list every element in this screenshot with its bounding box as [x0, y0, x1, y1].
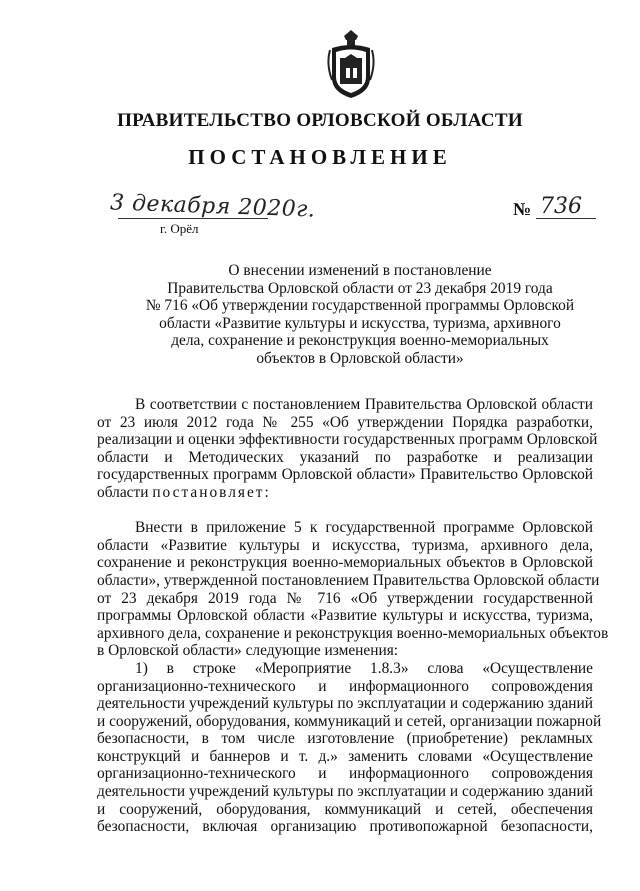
document-subject — [120, 262, 600, 368]
paragraph-amendment — [97, 519, 609, 660]
text-line: организационно-технического и информационного сопровождения — [97, 765, 593, 783]
text-line: и сооружений, оборудования, коммуникаций и сетей, организации пожарной — [97, 712, 602, 730]
paragraph-preamble — [97, 396, 598, 502]
text-line: области и Методических указаний по разработке и реализации — [97, 448, 593, 466]
text-line: безопасности, включая организацию противопожарной безопасности, — [97, 818, 593, 836]
city-label: г. Орёл — [160, 221, 199, 236]
resolves-word: постановляет: — [152, 483, 271, 501]
number-underline — [536, 218, 596, 219]
text-line: конструкций и баннеров и т. д.» заменить словами «Осуществление — [97, 747, 593, 765]
org-title: ПРАВИТЕЛЬСТВО ОРЛОВСКОЙ ОБЛАСТИ — [117, 110, 523, 131]
text-line: безопасности, в том числе изготовление (приобретение) рекламных — [97, 730, 593, 748]
coat-of-arms-icon — [326, 30, 376, 100]
doc-type-title: ПОСТАНОВЛЕНИЕ — [188, 145, 452, 169]
subject-line: области «Развитие культуры и искусства, туризма, архивного — [159, 314, 561, 332]
text-line: от 23 июля 2012 года № 255 «Об утверждении Порядка разработки, — [97, 413, 593, 431]
subject-line: О внесении изменений в постановление — [228, 262, 492, 279]
text-line: деятельности учреждений культуры по эксплуатации и содержанию зданий — [97, 695, 593, 713]
number-label: № — [513, 199, 532, 219]
text-line: области «Развитие культуры и искусства, туризма, архивного дела, — [97, 536, 593, 554]
text-line — [97, 484, 593, 502]
text-line: государственных программ Орловской области» Правительство Орловской — [97, 466, 593, 484]
handwritten-date: 3 декабря 2020г. — [109, 190, 316, 223]
handwritten-number: 736 — [540, 194, 582, 219]
text-line: Внести в приложение 5 к государственной программе Орловской — [135, 519, 593, 537]
text-line: от 23 декабря 2019 года № 716 «Об утверждении государственной — [97, 589, 593, 607]
text-line: в Орловской области» следующие изменения: — [97, 642, 399, 660]
subject-line: Правительства Орловской области от 23 декабря 2019 года — [167, 279, 553, 297]
text-span: области — [97, 483, 149, 501]
text-line: деятельности учреждений культуры по эксплуатации и содержанию зданий — [97, 783, 593, 801]
date-underline — [118, 218, 268, 219]
text-line: и сооружений, оборудования, коммуникаций и сетей, обеспечения — [97, 800, 593, 818]
text-line: сохранение и реконструкция военно-мемориальных объектов в Орловской — [97, 554, 593, 572]
text-line: области», утвержденной постановлением Правительства Орловской области — [97, 571, 600, 589]
subject-line: № 716 «Об утверждении государственной программы Орловской — [145, 297, 575, 315]
document-body — [97, 396, 609, 836]
text-line: 1) в строке «Мероприятие 1.8.3» слова «Осуществление — [135, 659, 593, 677]
text-line: реализации и оценки эффективности государственных программ Орловской — [97, 431, 598, 449]
paragraph-item-1 — [97, 659, 602, 836]
text-line: программы Орловской области «Развитие культуры и искусства, туризма, — [97, 607, 593, 625]
text-line: В соответствии с постановлением Правительства Орловской области — [135, 396, 593, 413]
text-line: архивного дела, сохранение и реконструкция военно-мемориальных объектов — [97, 624, 609, 642]
subject-line: объектов в Орловской области» — [256, 349, 464, 367]
text-line: организационно-технического и информационного сопровождения — [97, 677, 593, 695]
subject-line: дела, сохранение и реконструкция военно-мемориальных — [171, 332, 549, 350]
